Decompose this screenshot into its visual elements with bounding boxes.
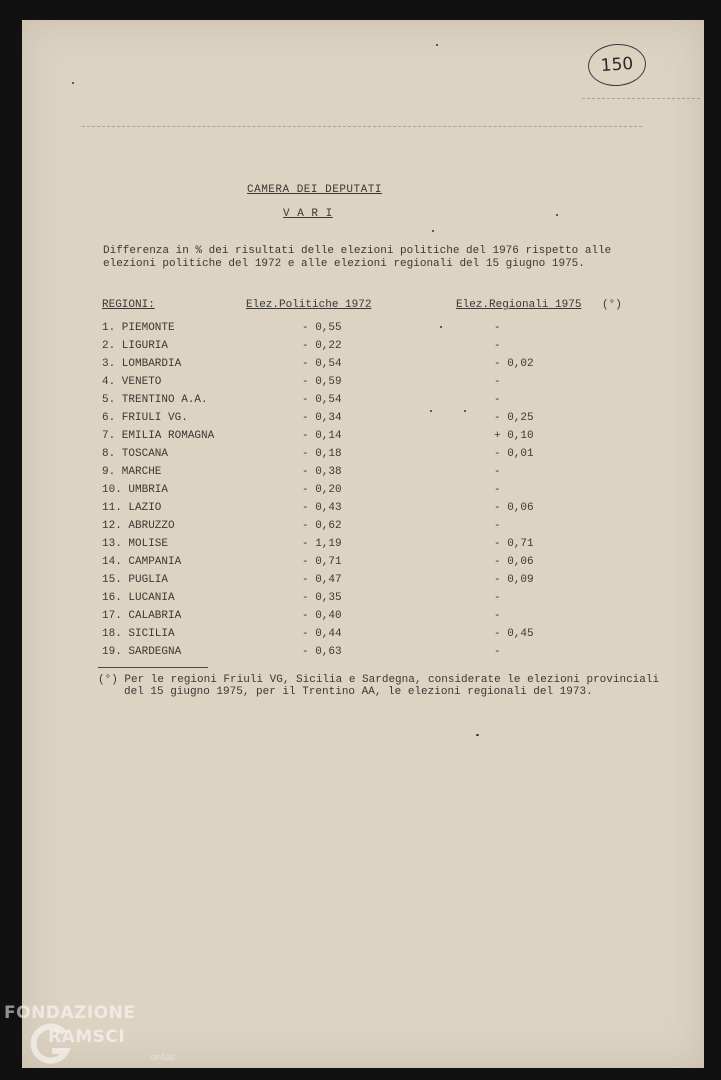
table-row [22,572,704,590]
chamber-title: CAMERA DEI DEPUTATI [247,184,382,196]
table-row [22,482,704,500]
political-1972-value: - 0,34 [302,412,342,424]
intro-line-2: elezioni politiche del 1972 e alle elezioni regionali del 15 giugno 1975. [103,258,585,270]
column-header-political-1972: Elez.Politiche 1972 [246,299,372,311]
logo-line-2: RAMSCI [48,1027,126,1047]
political-1972-value: - 0,44 [302,628,342,640]
table-row [22,608,704,626]
regional-1975-value: - [494,484,501,496]
speck [430,410,432,412]
political-1972-value: - 0,59 [302,376,342,388]
region-name: 18. SICILIA [102,628,175,640]
region-name: 14. CAMPANIA [102,556,182,568]
speck [464,410,466,412]
table-row [22,446,704,464]
region-name: 6. FRIULI VG. [102,412,188,424]
regional-1975-value: - [494,520,501,532]
speck [436,44,438,46]
regional-1975-value: - [494,610,501,622]
intro-line-1: Differenza in % dei risultati delle elezioni politiche del 1976 rispetto alle [103,245,612,257]
table-row [22,500,704,518]
region-name: 10. UMBRIA [102,484,169,496]
political-1972-value: - 0,18 [302,448,342,460]
footnote-rule [98,667,208,668]
region-name: 9. MARCHE [102,466,162,478]
table-row [22,590,704,608]
faint-rule [582,98,700,100]
political-1972-value: - 0,63 [302,646,342,658]
region-name: 16. LUCANIA [102,592,175,604]
results-table [22,320,704,662]
table-row [22,518,704,536]
region-name: 5. TRENTINO A.A. [102,394,208,406]
footnote: (°) Per le regioni Friuli VG, Sicilia e Sardegna, considerate le elezioni provinciali del 15 giugno 1975, per il Trentino AA, le elezioni regionali del 1973. [98,674,660,698]
table-row [22,338,704,356]
regional-1975-value: - 0,01 [494,448,534,460]
regional-1975-value: - 0,02 [494,358,534,370]
region-name: 7. EMILIA ROMAGNA [102,430,215,442]
political-1972-value: - 0,20 [302,484,342,496]
political-1972-value: - 0,40 [302,610,342,622]
intro-text [103,245,663,271]
speck [556,214,558,216]
region-name: 13. MOLISE [102,538,169,550]
region-name: 1. PIEMONTE [102,322,175,334]
political-1972-value: - 0,54 [302,394,342,406]
political-1972-value: - 0,47 [302,574,342,586]
region-name: 17. CALABRIA [102,610,182,622]
table-row [22,464,704,482]
logo-suffix: onlus [150,1053,175,1063]
table-row [22,320,704,338]
regional-1975-value: - [494,322,501,334]
regional-1975-value: - [494,394,501,406]
faint-rule [82,126,642,128]
column-note-marker: (°) [602,299,622,311]
political-1972-value: - 0,38 [302,466,342,478]
table-row [22,644,704,662]
regional-1975-value: - 0,71 [494,538,534,550]
table-row [22,428,704,446]
table-row [22,374,704,392]
speck [476,734,479,736]
regional-1975-value: - 0,06 [494,556,534,568]
table-row [22,626,704,644]
regional-1975-value: - [494,376,501,388]
political-1972-value: - 0,71 [302,556,342,568]
region-name: 3. LOMBARDIA [102,358,182,370]
regional-1975-value: - [494,340,501,352]
regional-1975-value: + 0,10 [494,430,534,442]
regional-1975-value: - [494,466,501,478]
regional-1975-value: - 0,25 [494,412,534,424]
political-1972-value: - 0,54 [302,358,342,370]
region-name: 4. VENETO [102,376,162,388]
region-name: 8. TOSCANA [102,448,169,460]
political-1972-value: - 0,14 [302,430,342,442]
document-page [22,20,704,1068]
speck [440,326,442,328]
table-row [22,356,704,374]
regional-1975-value: - 0,45 [494,628,534,640]
page-number: 150 [600,53,634,77]
political-1972-value: - 0,43 [302,502,342,514]
political-1972-value: - 0,22 [302,340,342,352]
table-row [22,536,704,554]
column-header-regional-1975: Elez.Regionali 1975 [456,299,582,311]
regional-1975-value: - 0,09 [494,574,534,586]
region-name: 11. LAZIO [102,502,162,514]
page-number-stamp [587,42,648,88]
political-1972-value: - 0,62 [302,520,342,532]
regional-1975-value: - [494,646,501,658]
speck [432,230,434,232]
speck [72,82,74,84]
region-name: 2. LIGURIA [102,340,169,352]
table-row [22,554,704,572]
section-title: V A R I [283,208,333,220]
region-name: 19. SARDEGNA [102,646,182,658]
region-name: 12. ABRUZZO [102,520,175,532]
column-header-regions: REGIONI: [102,299,155,311]
table-row [22,392,704,410]
political-1972-value: - 1,19 [302,538,342,550]
political-1972-value: - 0,35 [302,592,342,604]
regional-1975-value: - [494,592,501,604]
table-row [22,410,704,428]
political-1972-value: - 0,55 [302,322,342,334]
region-name: 15. PUGLIA [102,574,169,586]
logo-line-1: FONDAZIONE [4,1003,136,1023]
fondazione-gramsci-logo [4,1003,194,1073]
regional-1975-value: - 0,06 [494,502,534,514]
